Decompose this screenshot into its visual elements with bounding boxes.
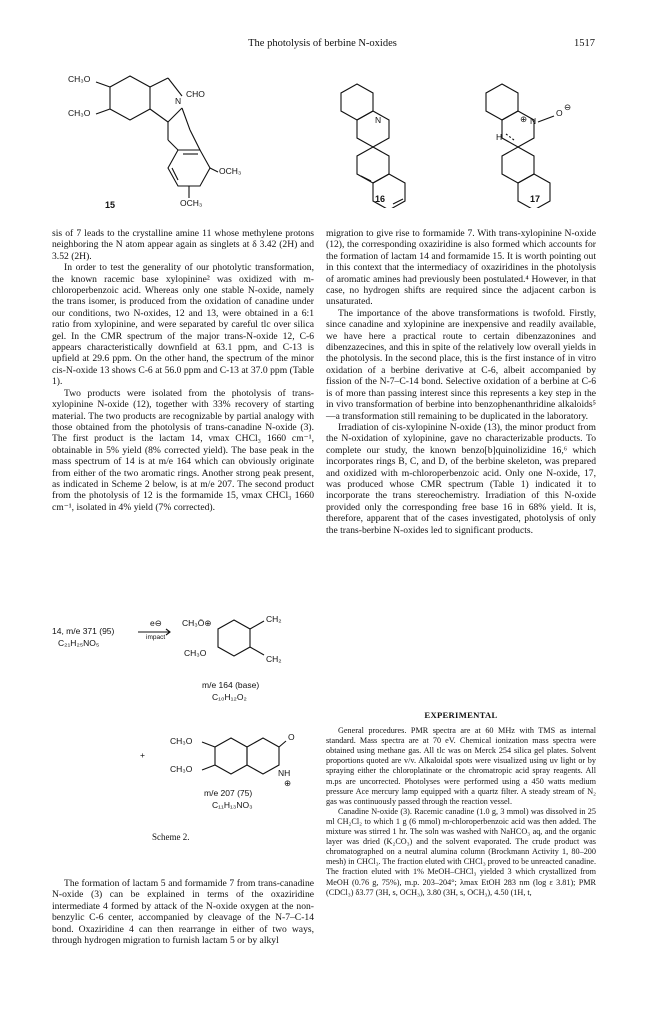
nitrogen-label: N (175, 96, 182, 106)
charge-plus-icon: ⊕ (520, 114, 528, 124)
paragraph: In order to test the generality of our photolytic transformation, the known racemic base xylopinine² was oxidized with m-chloroperbenzoic acid. Whereas only one stable N-oxide, namely the trans isomer, is produced from the oxidation of canadine under our conditions, two N-oxides, 12 and 13, were obtained in a 6:1 ratio from xylopinine, and were separated by careful tlc over silica gel. In the CMR spectrum of the major trans-N-oxide 12, C-6 appears characteristically downfield at 63.1 ppm, and C-13 is upfield at 29.6 ppm. On the other hand, the spectrum of the minor cis-N-oxide 13 shows C-6 at 56.0 ppm and C-13 at 37.0 ppm (Table 1). (52, 262, 314, 388)
ch3o-label: CH₃O (68, 74, 91, 84)
ch3o-label: CH₃Ö⊕ (182, 618, 212, 628)
compound-number: 15 (105, 200, 116, 210)
och3-label: OCH₃ (219, 166, 242, 176)
structure-17 (480, 78, 600, 208)
ch2-label: CH₂ (266, 614, 282, 624)
ch3o-label: CH₃O (170, 736, 193, 746)
scheme-start-formula: C₂₁H₂₅NO₅ (58, 638, 100, 648)
right-column (326, 228, 596, 536)
structure-16 (335, 78, 425, 208)
carbonyl-oxygen-label: O (288, 732, 295, 742)
charge-minus-icon: ⊖ (564, 102, 572, 112)
running-title: The photolysis of berbine N-oxides (248, 38, 397, 49)
plus-sign: + (140, 750, 145, 760)
scheme-2 (52, 608, 320, 823)
page-number: 1517 (574, 38, 595, 49)
impact-label: impact (146, 634, 166, 641)
structure-16-drawing (335, 78, 425, 208)
compound-number: 17 (530, 194, 541, 204)
paragraph: Irradiation of cis-xylopinine N-oxide (13), the minor product from the N-oxidation of xylopinine, gave no characterizable products. To complete our study, the known benzo[b]quinolizidine 16,⁶ which incorporates rings B, C, and D, of the berbine skeleton, was prepared and oxidized with m-chloroperbenzoic acid. Only one N-oxide, 17, was produced whose CMR spectrum (Table 1) indicated it to incorporate the trans stereochemistry. Irradiation of this N-oxide provided only the corresponding free base 16 in 68% yield. It is, therefore, apparent that of the cases investigated, photolysis of only the trans-berbine N-oxides led to significant products. (326, 421, 596, 536)
paragraph: General procedures. PMR spectra are at 60 MHz with TMS as internal standard. Mass spectra are at 70 eV. Chemical ionization mass spectra were obtained using methane gas. All tlc was on Merck 254 silica gel plates. Solvent proportions quoted are v/v. Alkaloidal spots were visualized using uv light or by spraying either the chloroplatinate or the chromatropic acid spray reagents. All m.ps are uncorrected. Photolyses were performed using a 450 watts medium pressure Ace mercury lamp equipped with a quartz filter. A steady stream of N₂ gas was continuously passed through the reaction vessel. (326, 726, 596, 806)
nitrogen-label: N (530, 116, 537, 126)
hydrogen-label: H (496, 132, 503, 142)
fragment-164-formula: C₁₀H₁₂O₂ (212, 692, 247, 702)
electron-impact-label: e⊖ (150, 618, 162, 628)
structure-15-drawing (60, 68, 260, 218)
nh-label: NH (278, 768, 291, 778)
ch3o-label: CH₃O (170, 764, 193, 774)
structure-17-drawing (480, 78, 600, 208)
paragraph: Canadine N-oxide (3). Racemic canadine (1.0 g, 3 mmol) was dissolved in 25 ml CH₂Cl₂ to which 1 g (6 mmol) m-chloroperbenzoic acid was then added. The mixture was stirred 1 hr. The soln was washed with NaHCO₃ aq, and the organic layer was dried (K₂CO₃) and the solvent evaporated. The crude product was chromatographed on a neutral alumina column (Brockmann Activity 1, 80–200 mesh) in CHCl₃. The fraction eluted with CHCl₃ proved to be unreacted canadine. The fraction eluted with 1% MeOH–CHCl₃ yielded 3 which crystallized from MeOH (0.76 g, 75%), m.p. 203–204°; λmax EtOH 283 nm (log ε 3.81); PMR (CDCl₃) δ3.77 (3H, s, OCH₃), 3.80 (3H, s, OCH₃), 4.50 (1H, t, (326, 806, 596, 897)
cho-label: CHO (186, 89, 205, 99)
scheme-caption: Scheme 2. (152, 832, 190, 842)
fragment-164-label: m/e 164 (base) (202, 680, 260, 690)
ch3o-label: CH₃O (184, 648, 207, 658)
left-column-top (52, 228, 314, 513)
compound-number: 16 (375, 194, 386, 204)
left-column-bottom (52, 878, 314, 946)
charge-plus-icon: ⊕ (284, 778, 292, 788)
fragment-207-label: m/e 207 (75) (204, 788, 253, 798)
paragraph: migration to give rise to formamide 7. With trans-xylopinine N-oxide (12), the corresponding oxaziridine is also formed which accounts for the formation of lactam 14 and formamide 15. It is worth pointing out in this context that the intermediacy of oxaziridines in the photolysis of aromatic amines had previously been postulated.⁴ However, in that case, no hydrogen shifts are required since the adjacent carbon is unsaturated. (326, 228, 596, 308)
experimental-section (326, 710, 596, 898)
paragraph: The importance of the above transformations is twofold. Firstly, since canadine and xylopinine are inexpensive and readily available, we have here a practical route to certain dibenzazonines and dibenzazecines, and this in spite of the relatively low overall yields in the photolysis. In the second place, this is the first instance of in vitro oxidation of a berbine derivative at C-6, albeit accompanied by fission of the N-7–C-14 bond. Selective oxidation of a berbine at C-6 is of more than passing interest since this represents a key step in the in vivo transformation of berbine into benzophenanthridine alkaloids⁵—a transformation still remaining to be duplicated in the laboratory. (326, 307, 596, 422)
fragment-207-formula: C₁₁H₁₃NO₃ (212, 800, 253, 810)
ch3o-label: CH₃O (68, 108, 91, 118)
och3-label: OCH₃ (180, 198, 203, 208)
paragraph: sis of 7 leads to the crystalline amine 11 whose methylene protons neighboring the N atom appear again as singlets at δ 3.42 (2H) and 3.52 (2H). (52, 228, 314, 262)
scheme-start-label: 14, m/e 371 (95) (52, 626, 115, 636)
structure-15 (60, 68, 260, 218)
running-header (0, 38, 645, 54)
ch2-label: CH₂ (266, 654, 282, 664)
section-heading: EXPERIMENTAL (424, 710, 498, 720)
nitrogen-label: N (375, 115, 382, 125)
paragraph: The formation of lactam 5 and formamide 7 from trans-canadine N-oxide (3) can be explained in terms of the oxaziridine intermediate 4 formed by attack of the N-oxide oxygen at the non-benzylic C-6 center, accompanied by cleavage of the N-7–C-14 bond. Oxaziridine 4 can then rearrange in either of two ways, through hydrogen migration to furnish lactam 5 or by alkyl (52, 878, 314, 947)
paragraph: Two products were isolated from the photolysis of trans-xylopinine N-oxide (12), together with 33% recovery of starting material. The two products are recognizable by partial analogy with those obtained from the photolysis of trans-canadine N-oxide (3). The first product is the lactam 14, νmax CHCl₃ 1660 cm⁻¹, obtainable in 5% yield (8% corrected yield). The base peak in the mass spectrum of 14 is at m/e 164 which can obviously originate from either of the two aromatic rings. Another strong peak present, as indicated in Scheme 2 below, is at m/e 207. The second product from the photolysis of 12 is the formamide 15, νmax CHCl₃ 1660 cm⁻¹, isolated in 4% yield (7% corrected). (52, 387, 314, 513)
oxygen-label: O (556, 108, 563, 118)
